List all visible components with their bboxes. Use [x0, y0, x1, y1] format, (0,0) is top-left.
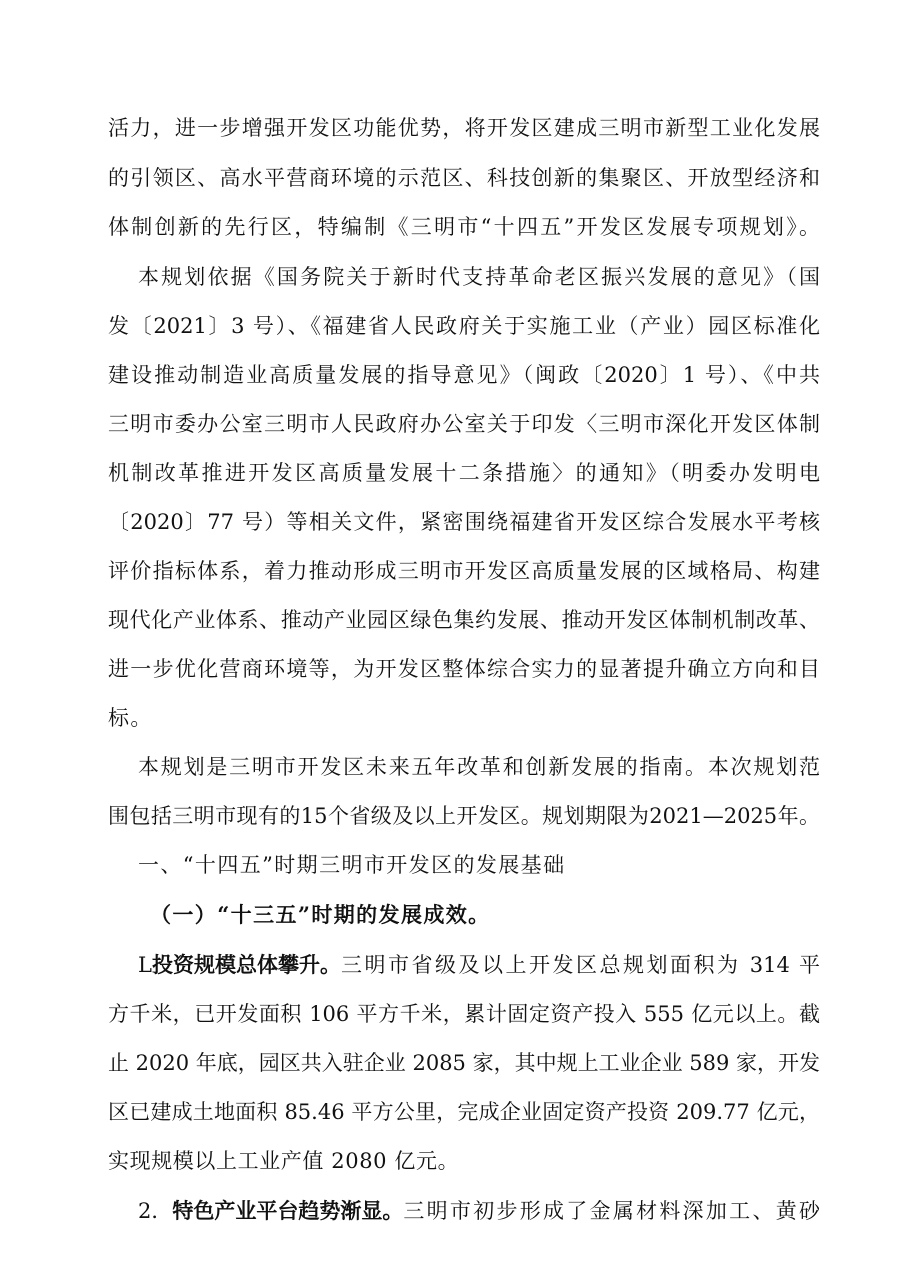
- para-line: 止 2020 年底，园区共入驻企业 2085 家，其中规上工业企业 589 家，开发: [108, 1051, 821, 1075]
- para-line: 〔2020〕77 号）等相关文件，紧密围绕福建省开发区综合发展水平考核: [108, 510, 820, 534]
- subsection-heading: （一）“十三五”时期的发展成效。: [150, 902, 491, 927]
- para-line: 建设推动制造业高质量发展的指导意见》（闽政〔2020〕1 号）、《中共: [108, 363, 820, 387]
- item-1-number: L: [138, 953, 152, 977]
- item-1-text: 三明市省级及以上开发区总规划面积为 314 平: [340, 953, 820, 977]
- para-line: 本规划依据《国务院关于新时代支持革命老区振兴发展的意见》（国: [138, 265, 820, 289]
- para-line: 发〔2021〕3 号）、《福建省人民政府关于实施工业（产业）园区标准化: [108, 314, 820, 338]
- para-line: 机制改革推进开发区高质量发展十二条措施〉的通知》（明委办发明电: [108, 461, 820, 485]
- para-line: 围包括三明市现有的15个省级及以上开发区。规划期限为2021—2025年。: [108, 804, 820, 828]
- para-line: 标。: [108, 706, 153, 730]
- para-line: 区已建成土地面积 85.46 平方公里，完成企业固定资产投资 209.77 亿元，: [108, 1100, 820, 1124]
- para-line: 进一步优化营商环境等，为开发区整体综合实力的显著提升确立方向和目: [108, 657, 820, 681]
- para-line: 活力，进一步增强开发区功能优势，将开发区建成三明市新型工业化发展: [108, 116, 820, 140]
- para-line: 实现规模以上工业产值 2080 亿元。: [108, 1149, 460, 1173]
- item-1-title: 投资规模总体攀升。: [151, 952, 341, 977]
- para-line: 方千米，已开发面积 106 平方千米，累计固定资产投入 555 亿元以上。截: [108, 1002, 820, 1026]
- item-2-title: 特色产业平台趋势渐显。: [172, 1198, 404, 1223]
- para-line: 的引领区、高水平营商环境的示范区、科技创新的集聚区、开放型经济和: [108, 166, 820, 190]
- section-heading: 一、“十四五”时期三明市开发区的发展基础: [138, 853, 566, 877]
- item-2-text: 三明市初步形成了金属材料深加工、黄砂: [403, 1199, 820, 1223]
- item-2-number: 2．: [138, 1199, 173, 1223]
- para-line: 现代化产业体系、推动产业园区绿色集约发展、推动开发区体制机制改革、: [108, 608, 820, 632]
- para-line: 本规划是三明市开发区未来五年改革和创新发展的指南。本次规划范: [138, 755, 820, 779]
- para-line: 评价指标体系，着力推动形成三明市开发区高质量发展的区域格局、构建: [108, 559, 820, 583]
- item-1-line: [138, 950, 820, 980]
- para-line: 三明市委办公室三明市人民政府办公室关于印发〈三明市深化开发区体制: [108, 412, 820, 436]
- para-line: 体制创新的先行区，特编制《三明市“十四五”开发区发展专项规划》。: [108, 215, 820, 239]
- item-2-line: [138, 1196, 820, 1226]
